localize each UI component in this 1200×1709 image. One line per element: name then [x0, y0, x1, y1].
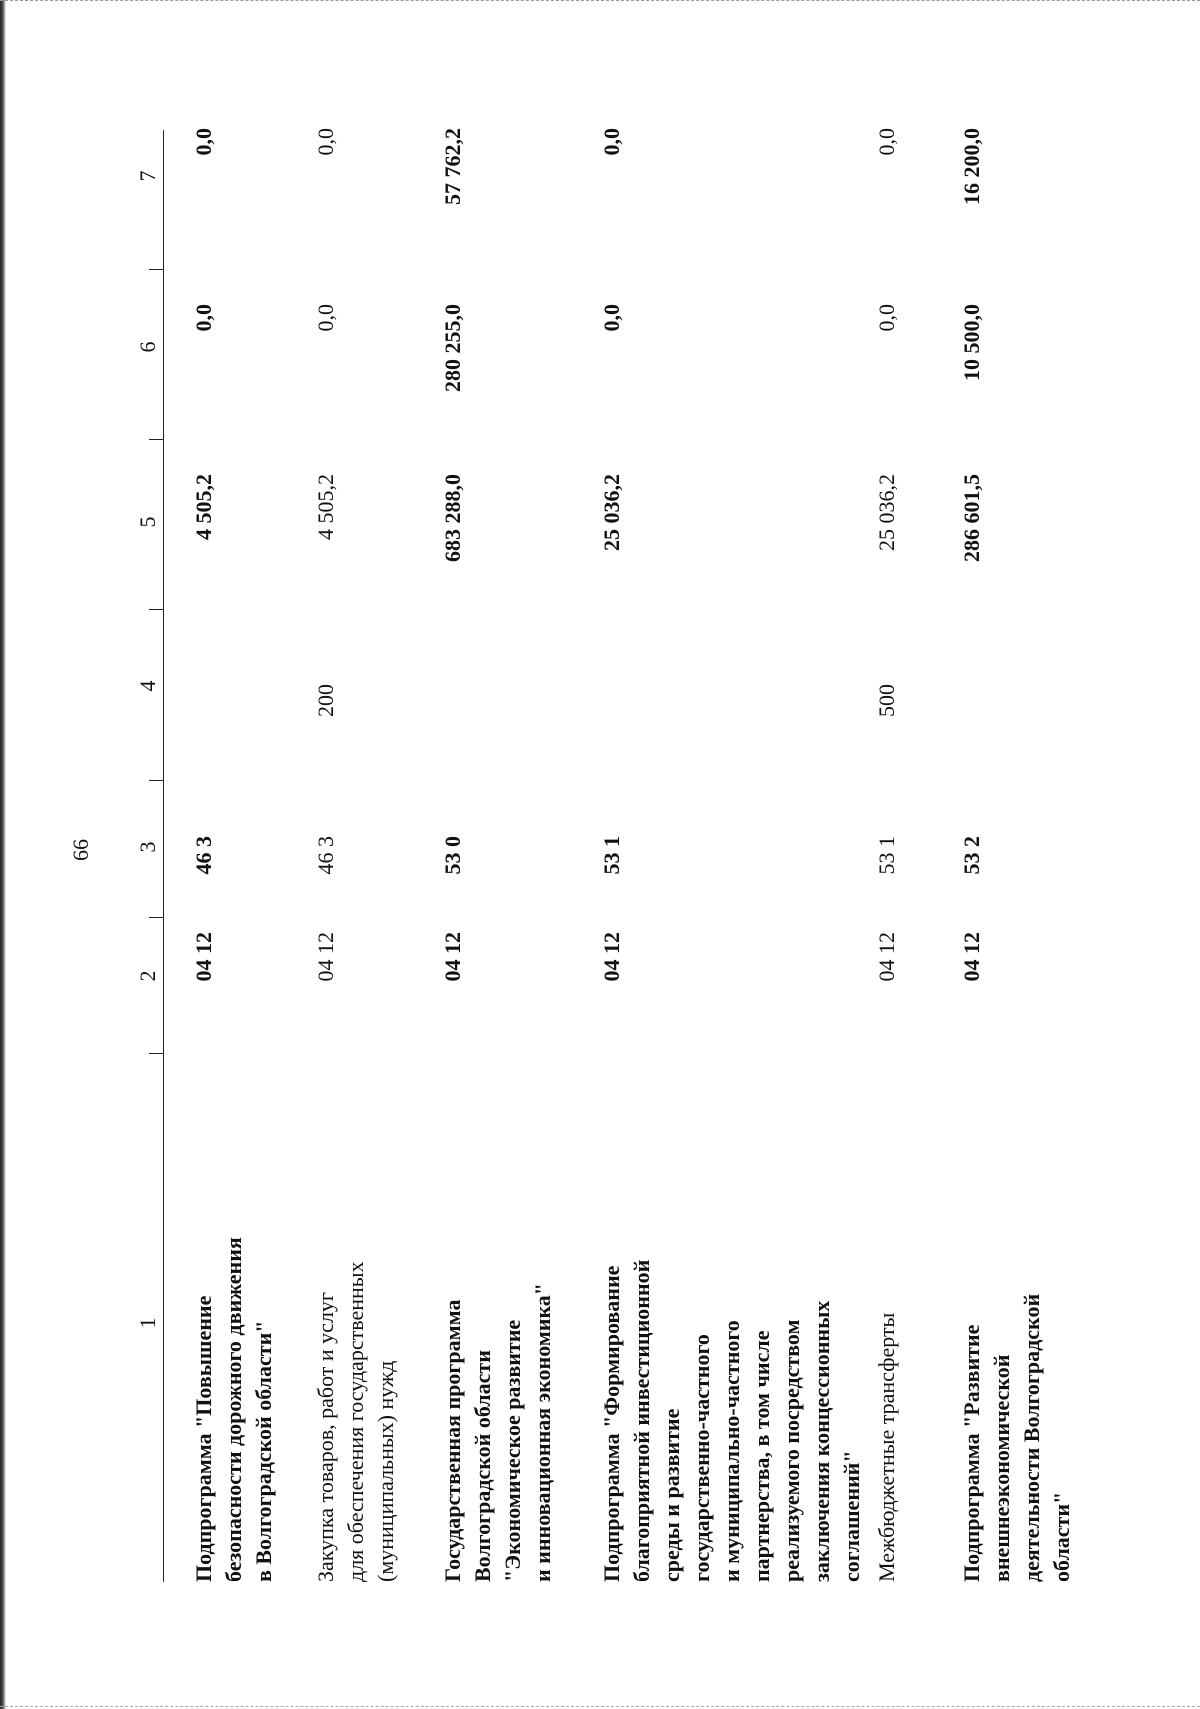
name-line: Межбюджетные трансферты [874, 1312, 899, 1582]
name-line: "Экономическое развитие [500, 1319, 525, 1582]
table-row-2-col-2: 04 12 [313, 932, 338, 982]
name-line: Подпрограмма "Развитие [959, 1324, 984, 1582]
table-row-2-name [311, 1062, 401, 1582]
table-row-1-col-7: 0,0 [191, 128, 216, 156]
name-line: деятельности Волгоградской [1019, 1293, 1044, 1582]
column-number-7: 7 [135, 170, 160, 182]
table-row-6-col-5: 286 601,5 [959, 474, 984, 562]
table-row-2-col-4: 200 [313, 684, 338, 717]
name-line: реализуемого посредством [779, 1319, 804, 1582]
column-number-4: 4 [135, 680, 160, 692]
table-row-2-col-7: 0,0 [313, 128, 338, 156]
table-row-3-col-3: 53 0 [440, 836, 465, 875]
name-line: благоприятной инвестиционной [629, 1259, 654, 1582]
table-row-6-name [957, 1062, 1077, 1582]
column-number-3: 3 [135, 841, 160, 853]
table-row-5-col-2: 04 12 [874, 932, 899, 982]
table-row-4-name [597, 1062, 867, 1582]
table-row-6-col-6: 10 500,0 [959, 304, 984, 381]
table-row-4-col-3: 53 1 [599, 836, 624, 875]
name-line: Государственная программа [440, 1299, 465, 1582]
name-line: заключения концессионных [809, 1300, 834, 1582]
name-line: Закупка товаров, работ и услуг [313, 1292, 338, 1582]
name-line: Подпрограмма "Повышение [191, 1295, 216, 1582]
header-divider-1-2 [149, 1053, 164, 1054]
name-line: в Волгоградской области" [251, 1320, 276, 1582]
name-line: соглашений" [839, 1450, 864, 1582]
table-row-3-col-7: 57 762,2 [440, 128, 465, 205]
name-line: среды и развитие [659, 1408, 684, 1582]
table-row-4-col-7: 0,0 [599, 128, 624, 156]
name-line: Волгоградской области [470, 1350, 495, 1582]
table-row-1-name [189, 1062, 279, 1582]
table-row-1-col-2: 04 12 [191, 932, 216, 982]
table-row-5-name [872, 1062, 902, 1582]
name-line: и муниципально-частного [719, 1320, 744, 1582]
table-row-3-col-5: 683 288,0 [440, 474, 465, 562]
name-line: внешнеэкономической [989, 1354, 1014, 1582]
table-row-2-col-6: 0,0 [313, 304, 338, 332]
table-row-5-col-7: 0,0 [874, 128, 899, 156]
name-line: для обеспечения государственных [343, 1261, 368, 1582]
table-row-6-col-3: 53 2 [959, 836, 984, 875]
table-row-3-col-6: 280 255,0 [440, 304, 465, 392]
column-number-2: 2 [135, 970, 160, 982]
name-line: Подпрограмма "Формирование [599, 1265, 624, 1582]
header-divider-4-5 [149, 609, 164, 610]
table-row-5-col-4: 500 [874, 684, 899, 717]
table-row-1-col-3: 46 3 [191, 836, 216, 875]
table-row-6-col-2: 04 12 [959, 932, 984, 982]
name-line: безопасности дорожного движения [221, 1237, 246, 1582]
table-row-5-col-3: 53 1 [874, 836, 899, 875]
table-row-4-col-2: 04 12 [599, 932, 624, 982]
table-row-5-col-5: 25 036,2 [874, 474, 899, 551]
table-row-6-col-7: 16 200,0 [959, 128, 984, 205]
table-row-2-col-3: 46 3 [313, 836, 338, 875]
table-row-3-col-2: 04 12 [440, 932, 465, 982]
table-row-4-col-5: 25 036,2 [599, 474, 624, 551]
page-number: 66 [68, 839, 93, 861]
name-line: и инновационная экономика" [530, 1282, 555, 1582]
header-divider-6-7 [149, 269, 164, 270]
header-rule [163, 130, 164, 1582]
table-row-1-col-6: 0,0 [191, 304, 216, 332]
header-divider-2-3 [149, 917, 164, 918]
table-row-3-name [438, 1062, 558, 1582]
header-divider-5-6 [149, 439, 164, 440]
table-row-2-col-5: 4 505,2 [313, 474, 338, 540]
column-number-6: 6 [135, 341, 160, 353]
column-number-5: 5 [135, 516, 160, 528]
table-row-4-col-6: 0,0 [599, 304, 624, 332]
name-line: государственно-частного [689, 1334, 714, 1582]
table-row-1-col-5: 4 505,2 [191, 474, 216, 540]
column-number-1: 1 [135, 1317, 160, 1329]
name-line: партнерства, в том числе [749, 1330, 774, 1582]
table-row-5-col-6: 0,0 [874, 304, 899, 332]
name-line: области" [1049, 1491, 1074, 1582]
header-divider-3-4 [149, 780, 164, 781]
name-line: (муниципальных) нужд [373, 1360, 398, 1582]
